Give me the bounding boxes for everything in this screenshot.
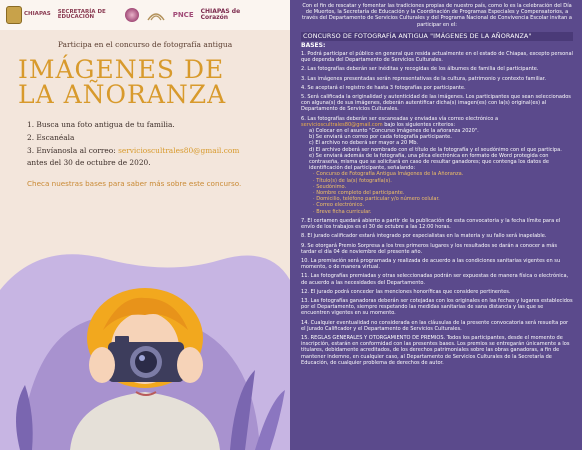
plica-item-1: · Concurso de Fotografía Antigua Imágenes de la Añoranza. (313, 171, 464, 178)
chiapas-logo: CHIAPAS (6, 6, 51, 24)
plica-item-7: · Breve ficha curricular. (313, 208, 372, 215)
bases-cta: Checa nuestras bases para saber más sobre este concurso. (27, 179, 242, 188)
plica-item-2: · Título(s) de la(s) fotografía(s). (313, 177, 392, 184)
rule-6e: e) Se enviará además de la fotografía, una plica electrónica en formato de Word protegida con contraseña, misma que se solicitará en caso de resultar ganadores; que contenga los datos de identificación del participante, señalando: (309, 152, 549, 172)
sec-educacion-logo: SECRETARÍA DE EDUCACIÓN (57, 8, 106, 20)
round-logo-icon (125, 8, 139, 22)
plica-item-4: · Nombre completo del participante. (313, 190, 405, 197)
contest-intro: Participa en el concurso de fotografía antigua (57, 40, 233, 49)
rule-6c: c) El archivo no deberá ser mayor a 20 Mb. (309, 140, 418, 147)
logo-bar (0, 0, 290, 30)
rule-6d: d) El archivo deberá ser nombrado con el título de la fotografía y el seudónimo con el que participa. (309, 146, 562, 153)
plica-item-6: · Correo electrónico. (313, 202, 364, 209)
rule-7: 7. El certamen quedará abierto a partir de la publicación de esta convocatoria y la fecha límite para el envío de los trabajos es el 30 de octubre a las 12:00 horas. (301, 217, 561, 231)
photographer-illustration (0, 220, 290, 450)
rule-12: 12. El jurado podrá conceder las menciones honoríficas que considere pertinentes. (301, 288, 511, 295)
plica-item-3: · Seudónimo. (313, 183, 347, 190)
rule-8: 8. El jurado calificador estará integrado por especialistas en la materia y su fallo será inapelable. (301, 233, 547, 240)
rule-11: 11. Las fotografías premiadas y otras seleccionadas podrán ser expuestas de manera física o electrónica, de acuerdo a las necesidades del Departamento. (301, 273, 569, 286)
contest-email-link[interactable]: servicioscultrales80@gmail.com (118, 146, 240, 155)
rule-15: 15. REGLAS GENERALES Y OTORGAMIENTO DE PREMIOS. Todos los participantes, desde el momento de inscripción, estarán en conformidad con las presentes bases. Los premios se entregarán únicamente a los titulares, debidamente acreditados, de los derechos patrimoniales sobre las obras ganadoras, a fin de mantener indemne, en cualquier caso, al Departamento de Servicios Culturales de la Secretaría de Educación, de cualquier problema de derechos de autor. (301, 334, 570, 366)
rule-5: 5. Será calificada la originalidad y autenticidad de las imágenes. Los participantes que sean seleccionados con alguna(s) de sus imágenes, deberán autentificar dicha(s) imagen(es) con la(s) original(es) al Departamento de Servicios Culturales. (301, 94, 571, 113)
rule-14: 14. Cualquier eventualidad no considerada en las cláusulas de la presente convocatoria será resuelta por el Jurado Calificador y el Departamento de Servicios Culturales. (301, 319, 569, 332)
rule-1: 1. Podrá participar el público en general que resida actualmente en el estado de Chiapas, excepto personal que dependa del Departamento de Servicios Culturales. (301, 51, 573, 64)
rule-10: 10. La premiación será programada y realizada de acuerdo a las condiciones sanitarias vigentes en su momento, o de manera virtual. (301, 257, 561, 271)
bases-title: CONCURSO DE FOTOGRAFÍA ANTIGUA "IMÁGENES DE LA AÑORANZA" (301, 32, 573, 41)
plica-item-5: · Domicilio, teléfono particular y/o número celular. (313, 196, 440, 203)
rule-2: 2. Las fotografías deberán ser inéditas y recogidas de los álbumes de familia del participante. (301, 66, 539, 73)
right-panel (290, 0, 582, 450)
sep-eagle-icon (146, 8, 166, 22)
steps-list (0, 119, 290, 169)
rule-6a: a) Colocar en el asunto "Concurso imágenes de la añoranza 2020". (309, 128, 479, 135)
step-1: 1. Busca una foto antigua de tu familia. (27, 120, 175, 129)
bases-heading: BASES: (301, 41, 326, 49)
pnce-logo: PNCE (172, 10, 194, 19)
left-panel (0, 0, 290, 450)
chiapas-seal-icon (6, 6, 22, 24)
rule-9: 9. Se otorgará Premio Sorpresa a los tres primeros lugares y los resultados se darán a conocer a más tardar el día 04 de noviembre del presente año. (301, 242, 557, 255)
sep-logo (146, 8, 166, 22)
chiapas-corazon-logo: CHIAPAS de Corazón (200, 8, 241, 21)
rule-13: 13. Las fotografías ganadoras deberán ser cotejadas con los originales en las fechas y lugares establecidos por el Departamento, siempre respetando las medidas sanitarias de sana distancia y las que se encuentren vigentes en su momento. (301, 297, 573, 317)
rule-6-email-link[interactable]: servicioscultrales80@gmail.com (301, 121, 383, 128)
rule-6b: b) Se enviará un correo por cada fotografía participante. (309, 134, 452, 141)
rule-6: 6. Las fotografías deberán ser escaneadas y enviadas vía correo electrónico a servicioscultrales80@gmail.com bajo los siguientes criterios: (301, 115, 499, 128)
step-2: 2. Escanéala (27, 133, 75, 142)
step-3: 3. Envíanosla al correo: servicioscultrales80@gmail.com antes del 30 de octubre de 2020. (27, 146, 240, 167)
rule-3: 3. Las imágenes presentadas serán representativas de la cultura, patrimonio y contexto familiar. (301, 75, 546, 82)
contest-title: IMÁGENES DE LA AÑORANZA (18, 55, 227, 109)
rule-4: 4. Se aceptará el registro de hasta 3 fotografías por participante. (301, 84, 466, 91)
bases-intro: Con el fin de rescatar y fomentar las tradiciones propias de nuestro país, como lo es la celebración del Día de Muertos, la Secretaría de Educación y la Coordinación de Programas Especiales y Compensatorios, a través del Departamento de Servicios Culturales y del Programa Nacional de Convivencia Escolar invitan a participar en el: (302, 3, 572, 28)
